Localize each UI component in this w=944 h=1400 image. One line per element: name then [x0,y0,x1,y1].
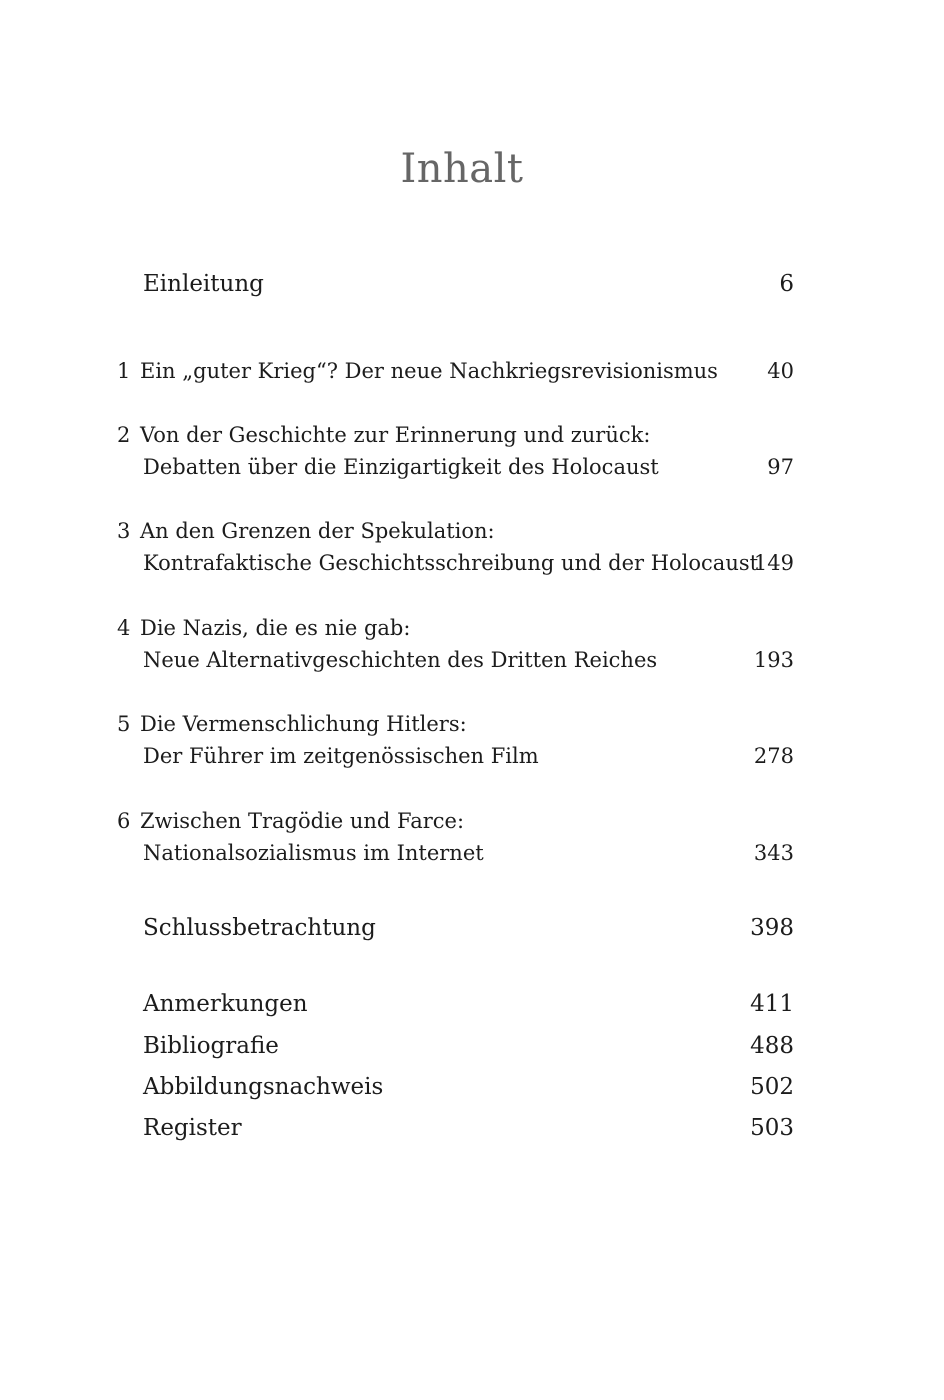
toc-entry-label: Bibliografie [143,1033,279,1059]
toc-entry-notes[interactable] [0,989,944,1019]
toc-entry-chapter-2-subtitle[interactable] [0,452,944,482]
toc-entry-label: Schlussbetrachtung [143,915,376,941]
toc-entry-page: 488 [750,1033,794,1059]
page-title: Inhalt [400,146,524,192]
toc-entry-page: 502 [750,1074,794,1100]
toc-entry-chapter-4[interactable] [0,613,944,643]
toc-entry-page: 343 [753,841,794,865]
toc-entry-bibliography[interactable] [0,1031,944,1061]
toc-entry-label: Register [143,1115,242,1141]
toc-entry-label: Abbildungsnachweis [143,1074,384,1100]
chapter-number: 3 [117,519,131,543]
toc-entry-chapter-2[interactable] [0,420,944,450]
toc-entry-chapter-6[interactable] [0,806,944,836]
toc-entry-page: 40 [767,359,794,383]
chapter-number: 6 [117,809,131,833]
chapter-number: 2 [117,423,131,447]
toc-entry-label: Einleitung [143,271,264,297]
toc-entry-image-credits[interactable] [0,1072,944,1102]
chapter-title-line2: Der Führer im zeitgenössischen Film [143,744,539,768]
chapter-title-line2: Nationalsozialismus im Internet [143,841,484,865]
toc-entry-chapter-1[interactable] [0,356,944,386]
chapter-title-line2: Debatten über die Einzigartigkeit des Holocaust [143,455,659,479]
chapter-title-line2: Neue Alternativgeschichten des Dritten Reiches [143,648,658,672]
toc-entry-page: 503 [750,1115,794,1141]
toc-entry-page: 411 [750,991,794,1017]
toc-entry-page: 278 [753,744,794,768]
toc-entry-page: 149 [753,551,794,575]
chapter-title-line1: Die Nazis, die es nie gab: [140,616,411,640]
toc-entry-page: 6 [779,271,794,297]
chapter-title-line1: Ein „guter Krieg“? Der neue Nachkriegsrevisionismus [140,359,718,383]
chapter-title-line1: An den Grenzen der Spekulation: [140,519,495,543]
chapter-number: 1 [117,359,131,383]
chapter-title-line1: Zwischen Tragödie und Farce: [140,809,465,833]
toc-entry-chapter-5[interactable] [0,709,944,739]
toc-entry-label: Anmerkungen [143,991,308,1017]
toc-entry-chapter-4-subtitle[interactable] [0,645,944,675]
chapter-title-line2: Kontrafaktische Geschichtsschreibung und der Holocaust [143,551,759,575]
chapter-title-line1: Von der Geschichte zur Erinnerung und zurück: [140,423,651,447]
toc-entry-page: 97 [767,455,794,479]
toc-entry-page: 193 [753,648,794,672]
toc-entry-index[interactable] [0,1113,944,1143]
chapter-title-line1: Die Vermenschlichung Hitlers: [140,712,467,736]
toc-entry-introduction[interactable] [0,269,944,299]
toc-entry-chapter-3[interactable] [0,516,944,546]
toc-entry-conclusion[interactable] [0,913,944,943]
toc-entry-chapter-5-subtitle[interactable] [0,741,944,771]
toc-entry-page: 398 [750,915,794,941]
chapter-number: 4 [117,616,131,640]
toc-entry-chapter-3-subtitle[interactable] [0,548,944,578]
chapter-number: 5 [117,712,131,736]
toc-entry-chapter-6-subtitle[interactable] [0,838,944,868]
